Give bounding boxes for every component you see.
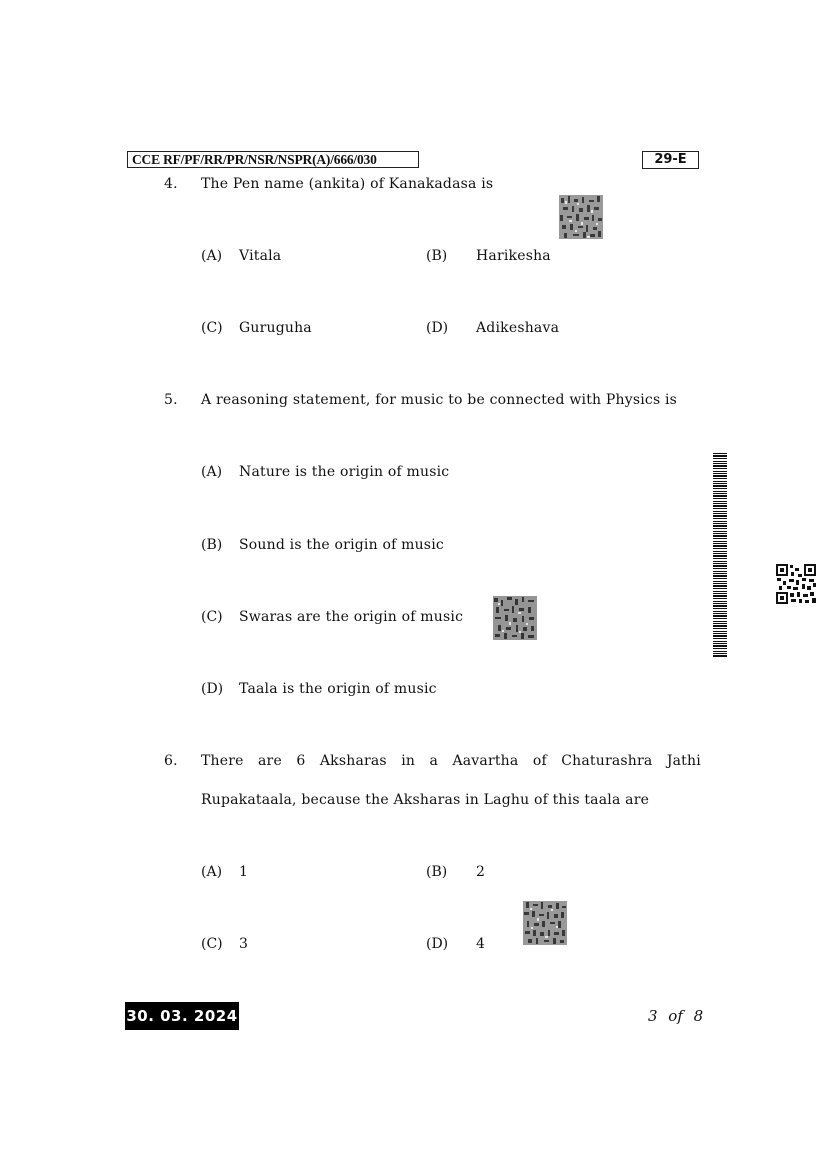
option-letter: (B) [201, 537, 223, 553]
question-number: 6. [164, 753, 178, 769]
option-text: Sound is the origin of music [239, 537, 444, 553]
question-text: A reasoning statement, for music to be connected with Physics is [201, 392, 678, 408]
question-number: 4. [164, 176, 178, 192]
noise-image [523, 901, 567, 945]
question-text: The Pen name (ankita) of Kanakadasa is [201, 176, 494, 192]
question-text-line2: Rupakataala, because the Aksharas in Laghu of this taala are [201, 792, 650, 808]
option-letter: (D) [426, 320, 449, 336]
option-text: Vitala [239, 248, 282, 264]
barcode [713, 453, 727, 657]
question-number: 5. [164, 392, 178, 408]
noise-image [559, 195, 603, 239]
option-letter: (A) [201, 464, 223, 480]
option-letter: (A) [201, 248, 223, 264]
option-letter: (C) [201, 320, 223, 336]
exam-code: CCE RF/PF/RR/PR/NSR/NSPR(A)/666/030 [127, 151, 419, 168]
word: 6 [296, 753, 306, 769]
paper-code: 29-E [642, 151, 699, 169]
qr-code [776, 564, 816, 604]
option-text: 3 [239, 936, 249, 952]
question-text-line1 [201, 752, 701, 770]
word: Aksharas [319, 753, 387, 769]
word: Aavartha [452, 753, 519, 769]
option-text: Adikeshava [476, 320, 560, 336]
word: in [401, 753, 416, 769]
word: Chaturashra [561, 753, 653, 769]
option-text: 1 [239, 864, 249, 880]
option-letter: (B) [426, 864, 448, 880]
word: There [201, 753, 244, 769]
option-letter: (C) [201, 936, 223, 952]
option-text: Harikesha [476, 248, 551, 264]
word: Jathi [666, 753, 701, 769]
option-text: 2 [476, 864, 486, 880]
option-letter: (B) [426, 248, 448, 264]
option-text: 4 [476, 936, 486, 952]
option-letter: (D) [426, 936, 449, 952]
option-letter: (A) [201, 864, 223, 880]
option-letter: (C) [201, 609, 223, 625]
option-text: Nature is the origin of music [239, 464, 450, 480]
option-text: Swaras are the origin of music [239, 609, 464, 625]
word: are [258, 753, 282, 769]
exam-date: 30. 03. 2024 [125, 1002, 239, 1030]
page-number: 3 of 8 [648, 1007, 704, 1025]
word: of [532, 753, 547, 769]
option-text: Taala is the origin of music [239, 681, 437, 697]
option-letter: (D) [201, 681, 224, 697]
option-text: Guruguha [239, 320, 312, 336]
word: a [429, 753, 439, 769]
noise-image [493, 596, 537, 640]
